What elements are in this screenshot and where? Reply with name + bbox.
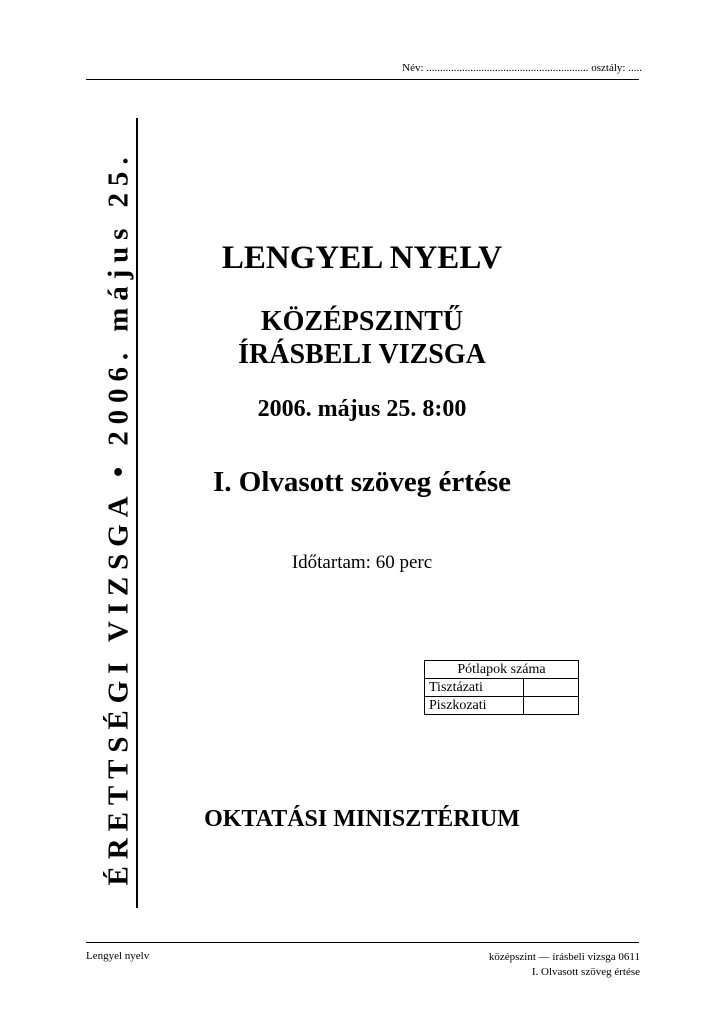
exam-duration: Időtartam: 60 perc — [291, 552, 433, 573]
extra-sheets-table — [424, 660, 579, 715]
exam-title: LENGYEL NYELV — [221, 240, 503, 276]
exam-subtitle — [190, 305, 534, 371]
sheet-label-draft: Piszkozati — [425, 697, 524, 715]
name-class-field: Név: ........................................................... osztály: ..... — [402, 62, 642, 74]
sheet-value-draft[interactable] — [524, 697, 579, 715]
exam-part: I. Olvasott szöveg értése — [213, 466, 511, 498]
side-banner: ÉRETTSÉGI VIZSGA • 2006. május 25. — [102, 150, 135, 886]
table-row — [425, 679, 579, 697]
sheet-value-clean[interactable] — [524, 679, 579, 697]
footer-part: I. Olvasott szöveg értése — [531, 966, 640, 978]
sheet-label-clean: Tisztázati — [425, 679, 524, 697]
exam-datetime: 2006. május 25. 8:00 — [257, 396, 467, 422]
exam-subtitle-line1: KÖZÉPSZINTŰ — [260, 306, 464, 337]
footer-level: középszint — írásbeli vizsga 0611 — [488, 951, 640, 963]
ministry-name: OKTATÁSI MINISZTÉRIUM — [204, 806, 520, 832]
footer-info — [489, 950, 640, 980]
footer-subject: Lengyel nyelv — [86, 950, 150, 962]
header-rule — [86, 79, 639, 80]
side-banner-rule — [136, 118, 138, 908]
extra-sheets-header: Pótlapok száma — [425, 661, 579, 679]
table-row — [425, 697, 579, 715]
exam-subtitle-line2: ÍRÁSBELI VIZSGA — [238, 339, 486, 370]
footer-rule — [86, 942, 639, 943]
